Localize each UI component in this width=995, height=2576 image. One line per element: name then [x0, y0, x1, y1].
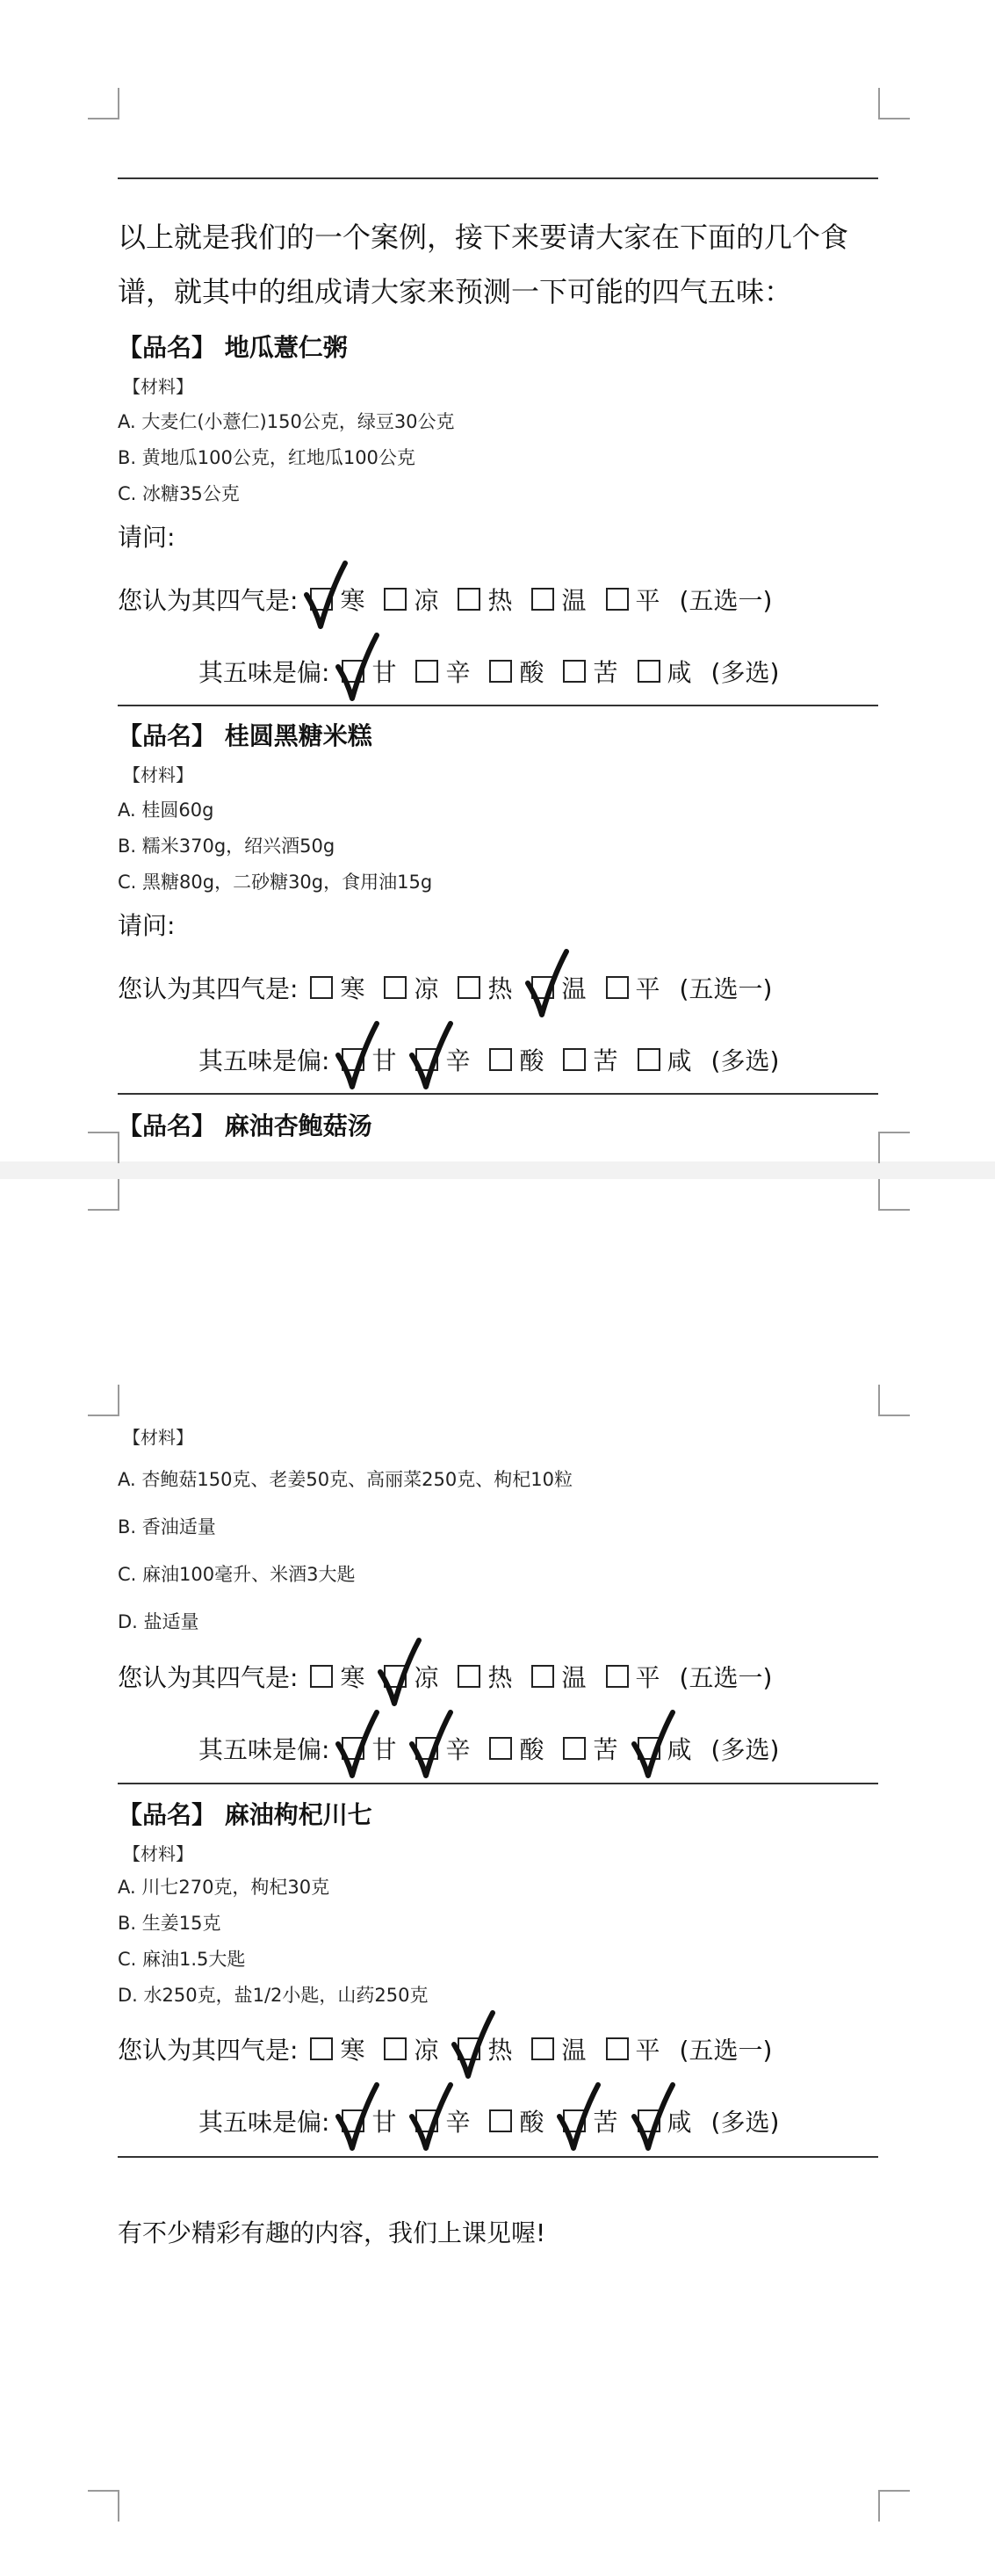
siqi-question-label: 您认为其四气是:: [118, 586, 299, 615]
wuwei-option[interactable]: [415, 1042, 470, 1077]
ingredient-item: C. 麻油1.5大匙: [118, 1949, 246, 1970]
siqi-option[interactable]: [606, 1659, 660, 1694]
ingredient-item: B. 黄地瓜100公克，红地瓜100公克: [118, 447, 415, 468]
siqi-note: (五选一): [679, 586, 773, 615]
page-corner-mark: [878, 1385, 910, 1416]
checkbox[interactable]: [458, 976, 480, 999]
divider: [118, 705, 878, 706]
siqi-option[interactable]: [384, 2031, 438, 2066]
siqi-note: (五选一): [679, 974, 773, 1003]
checkbox[interactable]: [606, 588, 629, 611]
siqi-question-label: 您认为其四气是:: [118, 2036, 299, 2065]
checkbox[interactable]: [638, 2109, 660, 2132]
siqi-option-label: 平: [635, 1663, 660, 1692]
checkbox[interactable]: [489, 1737, 512, 1760]
wuwei-option-label: 甘: [371, 1046, 397, 1075]
siqi-option[interactable]: [531, 582, 586, 617]
ingredient-item: A. 杏鲍菇150克、老姜50克、高丽菜250克、枸杞10粒: [118, 1469, 573, 1490]
recipe-title: 【品名】 桂圆黑糖米糕: [118, 721, 372, 750]
checkbox[interactable]: [563, 1048, 586, 1071]
wuwei-option-label: 酸: [519, 1735, 544, 1764]
siqi-option[interactable]: [310, 970, 364, 1005]
intro-line-2: 谱，就其中的组成请大家来预测一下可能的四气五味：: [118, 275, 793, 308]
ingredient-item: B. 糯米370g，绍兴酒50g: [118, 836, 335, 857]
ingredient-item: D. 盐适量: [118, 1611, 199, 1632]
page-corner-mark: [878, 2490, 910, 2522]
checkbox[interactable]: [606, 2037, 629, 2060]
siqi-option-label: 热: [487, 1663, 513, 1692]
siqi-option-label: 凉: [414, 2036, 439, 2065]
wuwei-note: (多选): [710, 1046, 780, 1075]
wuwei-option-label: 酸: [519, 1046, 544, 1075]
wuwei-option[interactable]: [638, 2103, 692, 2138]
siqi-option-label: 寒: [340, 586, 365, 615]
siqi-option[interactable]: [310, 582, 364, 617]
checkbox[interactable]: [563, 1737, 586, 1760]
wuwei-option-label: 苦: [593, 658, 618, 687]
checkbox[interactable]: [489, 1048, 512, 1071]
closing-text: 有不少精彩有趣的内容，我们上课见喔!: [118, 2218, 546, 2247]
checkbox[interactable]: [342, 2109, 364, 2132]
checkbox[interactable]: [458, 588, 480, 611]
wuwei-question-label: 其五味是偏:: [198, 1046, 330, 1075]
divider: [118, 1783, 878, 1784]
wuwei-option[interactable]: [489, 654, 544, 689]
wuwei-question-label: 其五味是偏:: [198, 1735, 330, 1764]
checkbox[interactable]: [415, 1737, 438, 1760]
page-corner-mark: [88, 1385, 119, 1416]
wuwei-option[interactable]: [415, 1731, 470, 1766]
page-corner-mark: [88, 88, 119, 119]
siqi-option[interactable]: [606, 582, 660, 617]
siqi-option-label: 寒: [340, 974, 365, 1003]
checkbox[interactable]: [342, 1048, 364, 1071]
checkbox[interactable]: [563, 2109, 586, 2132]
recipe-title: 【品名】 麻油枸杞川七: [118, 1800, 372, 1829]
checkbox[interactable]: [531, 588, 554, 611]
checkbox[interactable]: [531, 976, 554, 999]
siqi-question-row: [118, 1659, 772, 1694]
wuwei-option[interactable]: [489, 1731, 544, 1766]
checkbox[interactable]: [384, 1665, 407, 1688]
wuwei-option[interactable]: [563, 1042, 617, 1077]
material-label: 【材料】: [123, 1843, 193, 1864]
recipe-title: 【品名】 麻油杏鲍菇汤: [118, 1111, 372, 1140]
wuwei-option[interactable]: [489, 1042, 544, 1077]
siqi-option-label: 温: [561, 2036, 587, 2065]
siqi-question-label: 您认为其四气是:: [118, 1663, 299, 1692]
ingredient-item: D. 水250克，盐1/2小匙，山药250克: [118, 1985, 429, 2006]
wuwei-question-label: 其五味是偏:: [198, 2108, 330, 2137]
siqi-option-label: 凉: [414, 586, 439, 615]
wuwei-option-label: 酸: [519, 658, 544, 687]
wuwei-option[interactable]: [342, 654, 396, 689]
checkbox[interactable]: [638, 1048, 660, 1071]
checkbox[interactable]: [458, 1665, 480, 1688]
siqi-question-row: [118, 2031, 772, 2066]
siqi-option[interactable]: [531, 2031, 586, 2066]
wuwei-question-label: 其五味是偏:: [198, 658, 330, 687]
checkbox[interactable]: [606, 976, 629, 999]
page-corner-mark: [878, 88, 910, 119]
siqi-note: (五选一): [679, 1663, 773, 1692]
wuwei-option-label: 辛: [445, 1046, 471, 1075]
wuwei-option[interactable]: [638, 654, 692, 689]
checkbox[interactable]: [638, 1737, 660, 1760]
siqi-option[interactable]: [606, 970, 660, 1005]
page-corner-mark: [88, 2490, 119, 2522]
divider: [118, 177, 878, 179]
document-page-2: [0, 1179, 995, 2576]
wuwei-option[interactable]: [563, 654, 617, 689]
siqi-option[interactable]: [531, 1659, 586, 1694]
material-label: 【材料】: [123, 764, 193, 785]
material-label: 【材料】: [123, 376, 193, 397]
siqi-option[interactable]: [384, 582, 438, 617]
siqi-option[interactable]: [531, 970, 586, 1005]
checkbox[interactable]: [415, 660, 438, 683]
wuwei-option-label: 辛: [445, 2108, 471, 2137]
material-label: 【材料】: [123, 1427, 193, 1448]
page-corner-mark: [878, 1132, 910, 1163]
wuwei-option-label: 辛: [445, 1735, 471, 1764]
wuwei-option[interactable]: [563, 1731, 617, 1766]
ask-label: 请问:: [118, 911, 176, 940]
wuwei-question-row: [198, 654, 779, 689]
wuwei-option-label: 苦: [593, 1735, 618, 1764]
checkbox[interactable]: [384, 588, 407, 611]
siqi-option[interactable]: [384, 970, 438, 1005]
checkbox[interactable]: [638, 660, 660, 683]
wuwei-option-label: 咸: [667, 1046, 692, 1075]
checkbox[interactable]: [606, 1665, 629, 1688]
checkbox[interactable]: [310, 976, 333, 999]
wuwei-option-label: 苦: [593, 2108, 618, 2137]
intro-line-1: 以上就是我们的一个案例，接下来要请大家在下面的几个食: [118, 221, 849, 254]
document-page-1: [0, 0, 995, 1161]
wuwei-option-label: 甘: [371, 1735, 397, 1764]
siqi-option[interactable]: [458, 970, 512, 1005]
siqi-option-label: 寒: [340, 2036, 365, 2065]
checkbox[interactable]: [384, 976, 407, 999]
page-corner-mark: [88, 1179, 119, 1211]
ingredient-item: C. 黑糖80g，二砂糖30g，食用油15g: [118, 872, 433, 893]
ingredient-item: B. 香油适量: [118, 1516, 216, 1538]
wuwei-option-label: 苦: [593, 1046, 618, 1075]
wuwei-option[interactable]: [342, 2103, 396, 2138]
checkbox[interactable]: [310, 2037, 333, 2060]
wuwei-option-label: 咸: [667, 2108, 692, 2137]
siqi-option-label: 凉: [414, 1663, 439, 1692]
checkbox[interactable]: [531, 2037, 554, 2060]
siqi-question-row: [118, 970, 772, 1005]
siqi-question-label: 您认为其四气是:: [118, 974, 299, 1003]
checkbox[interactable]: [342, 1737, 364, 1760]
checkbox[interactable]: [310, 1665, 333, 1688]
wuwei-option[interactable]: [342, 1731, 396, 1766]
checkbox[interactable]: [415, 2109, 438, 2132]
siqi-option-label: 热: [487, 586, 513, 615]
wuwei-note: (多选): [710, 1735, 780, 1764]
checkbox[interactable]: [563, 660, 586, 683]
checkbox[interactable]: [310, 588, 333, 611]
wuwei-option-label: 甘: [371, 658, 397, 687]
siqi-option-label: 平: [635, 586, 660, 615]
wuwei-option[interactable]: [342, 1042, 396, 1077]
ask-label: 请问:: [118, 523, 176, 552]
wuwei-option[interactable]: [415, 2103, 470, 2138]
wuwei-question-row: [198, 2103, 779, 2138]
wuwei-option[interactable]: [489, 2103, 544, 2138]
checkbox[interactable]: [489, 2109, 512, 2132]
wuwei-option[interactable]: [563, 2103, 617, 2138]
wuwei-note: (多选): [710, 658, 780, 687]
wuwei-question-row: [198, 1731, 779, 1766]
siqi-option[interactable]: [458, 1659, 512, 1694]
checkbox[interactable]: [384, 2037, 407, 2060]
wuwei-question-row: [198, 1042, 779, 1077]
wuwei-note: (多选): [710, 2108, 780, 2137]
wuwei-option[interactable]: [415, 654, 470, 689]
siqi-option-label: 凉: [414, 974, 439, 1003]
wuwei-option-label: 甘: [371, 2108, 397, 2137]
wuwei-option-label: 辛: [445, 658, 471, 687]
divider: [118, 2156, 878, 2158]
siqi-option-label: 温: [561, 586, 587, 615]
wuwei-option-label: 咸: [667, 658, 692, 687]
siqi-option[interactable]: [606, 2031, 660, 2066]
checkbox[interactable]: [342, 660, 364, 683]
siqi-option-label: 热: [487, 974, 513, 1003]
checkbox[interactable]: [489, 660, 512, 683]
checkbox[interactable]: [531, 1665, 554, 1688]
recipe-title: 【品名】 地瓜薏仁粥: [118, 333, 348, 362]
page-corner-mark: [88, 1132, 119, 1163]
siqi-option[interactable]: [310, 1659, 364, 1694]
ingredient-item: A. 大麦仁(小薏仁)150公克，绿豆30公克: [118, 411, 455, 432]
siqi-option-label: 寒: [340, 1663, 365, 1692]
wuwei-option-label: 酸: [519, 2108, 544, 2137]
siqi-option-label: 热: [487, 2036, 513, 2065]
ingredient-item: C. 麻油100毫升、米酒3大匙: [118, 1564, 356, 1585]
siqi-option-label: 温: [561, 1663, 587, 1692]
siqi-option-label: 平: [635, 2036, 660, 2065]
divider: [118, 1093, 878, 1095]
ingredient-item: A. 川七270克，枸杞30克: [118, 1877, 330, 1898]
siqi-question-row: [118, 582, 772, 617]
page-corner-mark: [878, 1179, 910, 1211]
ingredient-item: C. 冰糖35公克: [118, 483, 240, 504]
checkbox[interactable]: [458, 2037, 480, 2060]
siqi-option-label: 温: [561, 974, 587, 1003]
ingredient-item: B. 生姜15克: [118, 1913, 221, 1934]
siqi-option[interactable]: [384, 1659, 438, 1694]
siqi-option-label: 平: [635, 974, 660, 1003]
siqi-option[interactable]: [458, 582, 512, 617]
checkbox[interactable]: [415, 1048, 438, 1071]
wuwei-option[interactable]: [638, 1731, 692, 1766]
siqi-option[interactable]: [458, 2031, 512, 2066]
ingredient-item: A. 桂圆60g: [118, 800, 214, 821]
wuwei-option-label: 咸: [667, 1735, 692, 1764]
siqi-option[interactable]: [310, 2031, 364, 2066]
siqi-note: (五选一): [679, 2036, 773, 2065]
wuwei-option[interactable]: [638, 1042, 692, 1077]
